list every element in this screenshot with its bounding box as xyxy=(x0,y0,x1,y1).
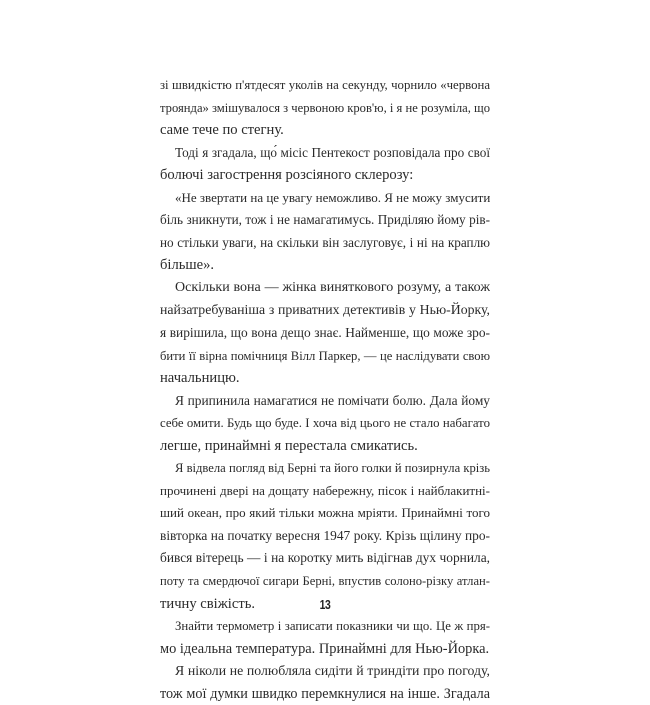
text-line: себе омити. Будь що буде. І хоча від цього не стало набагато xyxy=(160,416,490,431)
text-line: «Не звертати на це увагу неможливо. Я не можу змусити xyxy=(175,189,490,205)
text-line: тичну свіжість. xyxy=(160,595,256,612)
text-line: Оскільки вона — жінка виняткового розуму, а також xyxy=(175,279,490,295)
text-line: найзатребуваніша з приватних детективів у Нью-Йорку, xyxy=(160,302,490,318)
text-line: начальницю. xyxy=(160,370,240,387)
page-number: 13 xyxy=(319,597,331,612)
text-line: тож мої думки швидко перемкнулися на інше. Згадала xyxy=(160,685,490,702)
text-line: поту та смердючої сигари Берні, впустив солоно-різку атлан- xyxy=(160,574,490,589)
text-line: більше». xyxy=(160,257,215,274)
text-line: Я відвела погляд від Берні та його голки й позирнула крізь xyxy=(175,461,490,476)
text-line: ший океан, про який тільки можна мріяти. Принаймні того xyxy=(160,505,490,521)
text-line: мо ідеальна температура. Принаймні для Нью-Йорка. xyxy=(160,640,490,657)
text-line: біль зникнути, тож і не намагатимусь. Приділяю йому рів- xyxy=(160,212,490,228)
text-line: я вирішила, що вона дещо знає. Найменше, що може зро- xyxy=(160,325,490,341)
text-line: Знайти термометр і записати показники чи що. Це ж пря- xyxy=(175,619,490,634)
text-line: саме тече по стегну. xyxy=(160,122,284,139)
text-line: зі швидкістю п'ятдесят уколів на секунду, чорнило «червона xyxy=(160,78,490,92)
text-line: но стільки уваги, на скільки він заслуговує, і ні на краплю xyxy=(160,234,490,250)
text-line: Я ніколи не полюбляла сидіти й триндіти про погоду, xyxy=(175,663,490,679)
text-line: легше, принаймні я перестала смикатись. xyxy=(160,437,418,454)
text-line: Я припинила намагатися не помічати болю. Дала йому xyxy=(175,392,490,408)
text-line: болючі загострення розсіяного склерозу: xyxy=(160,167,414,184)
text-line: бити її вірна помічниця Вілл Паркер, — це наслідувати свою xyxy=(160,348,490,363)
text-line: Тоді я згадала, що́ місіс Пентекост розповідала про свої xyxy=(175,144,490,160)
text-line: бився вітерець — і на коротку мить відігнав дух чорнила, xyxy=(160,550,490,566)
text-line: прочинені двері на дощату набережну, пісок і найблакитні- xyxy=(160,482,490,498)
text-line: вівторка на початку вересня 1947 року. Крізь щілину про- xyxy=(160,527,490,543)
text-line: троянда» змішувалося з червоною кров'ю, і я не розуміла, що xyxy=(160,100,490,115)
